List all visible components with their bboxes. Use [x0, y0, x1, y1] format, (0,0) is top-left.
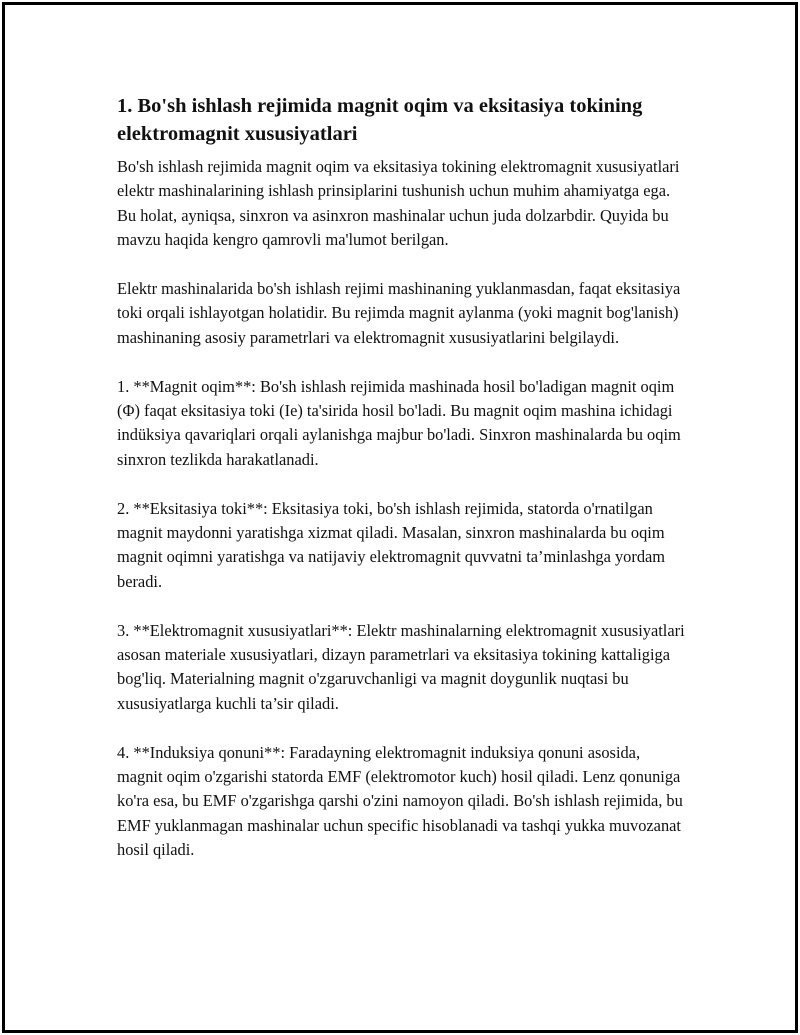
paragraph-intro: Bo'sh ishlash rejimida magnit oqim va eksitasiya tokining elektromagnit xususiyatlari elektr mashinalarining ishlash prinsiplarini tushunish uchun muhim ahamiyatga ega. Bu holat, ayniqsa, sinxron va asinxron mashinalar uchun juda dolzarbdir. Quyida bu mavzu haqida kengro qamrovli ma'lumot berilgan.	[117, 157, 680, 250]
paragraph-excitation-current: 2. **Eksitasiya toki**: Eksitasiya toki, bo'sh ishlash rejimida, statorda o'rnatilgan magnit maydonni yaratishga xizmat qiladi. Masalan, sinxron mashinalarda bu oqim magnit oqimni yaratishga va natijaviy elektromagnit quvvatni ta’minlashga yordam beradi.	[117, 498, 666, 591]
paragraph-electromagnetic-properties: 3. **Elektromagnit xususiyatlari**: Elektr mashinalarning elektromagnit xususiyatlari asosan materiale xususiyatlari, dizayn parametrlari va eksitasiya tokining kattaligiga bog'liq. Materialning magnit o'zgaruvchanligi va magnit doygunlik nuqtasi bu xususiyatlarga kuchli ta’sir qiladi.	[117, 620, 685, 713]
document-body	[117, 92, 687, 887]
paragraph-induction-law: 4. **Induksiya qonuni**: Faradayning elektromagnit induksiya qonuni asosida, magnit oqim o'zgarishi statorda EMF (elektromotor kuch) hosil qiladi. Lenz qonuniga ko'ra esa, bu EMF o'zgarishga qarshi o'zini namoyon qiladi. Bo'sh ishlash rejimida, bu EMF yuklanmagan mashinalar uchun specific hisoblanadi va tashqi yukka muvozanat hosil qiladi.	[117, 742, 683, 860]
document-title: 1. Bo'sh ishlash rejimida magnit oqim va eksitasiya tokining elektromagnit xususiyatlari	[117, 95, 643, 145]
paragraph-idle-mode: Elektr mashinalarida bo'sh ishlash rejimi mashinaning yuklanmasdan, faqat eksitasiya toki orqali ishlayotgan holatidir. Bu rejimda magnit aylanma (yoki magnit bog'lanish) mashinaning asosiy parametrlari va elektromagnit xususiyatlarini belgilaydi.	[117, 279, 681, 347]
paragraph-magnetic-flux: 1. **Magnit oqim**: Bo'sh ishlash rejimida mashinada hosil bo'ladigan magnit oqim (Φ) faqat eksitasiya toki (Ie) ta'sirida hosil bo'ladi. Bu magnit oqim mashina ichidagi indüksiya qavariqlari orqali aylanishga majbur bo'ladi. Sinxron mashinalarda bu oqim sinxron tezlikda harakatlanadi.	[117, 376, 681, 469]
